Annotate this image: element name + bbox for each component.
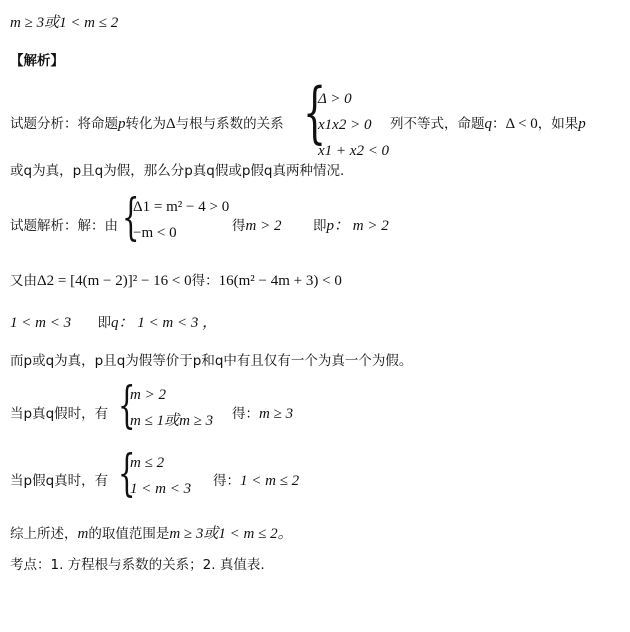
analysis-q: q <box>484 116 492 132</box>
solution-system-row: −m < 0 <box>133 225 177 241</box>
case1-system-row: m ≤ 1或m ≥ 3 <box>130 413 214 429</box>
solution-p: p <box>326 218 334 234</box>
solution-de: 得 <box>232 218 246 234</box>
conclusion-res: m ≥ 3或1 < m ≤ 2。 <box>169 526 293 542</box>
case2-de: 得： <box>213 473 240 489</box>
section-label: 【解析】 <box>10 53 64 69</box>
solution-brace: { <box>122 188 140 246</box>
analysis-mid: 转化为 <box>125 116 166 132</box>
delta2-expr2: 16(m² − 4m + 3) < 0 <box>218 273 342 289</box>
analysis-q-cond: Δ < 0 <box>505 116 538 132</box>
kaodian-line: 考点：1. 方程根与系数的关系；2. 真值表. <box>10 557 265 573</box>
analysis-p: p <box>118 116 126 132</box>
conclusion-prefix: 综上所述， <box>10 526 78 542</box>
analysis-after <box>390 115 586 133</box>
analysis-delta: Δ <box>166 116 176 132</box>
analysis-suffix: 与根与系数的关系 <box>175 116 284 132</box>
analysis-prefix: 试题分析：将命题 <box>10 116 118 132</box>
solution-p-line <box>313 217 389 235</box>
solution-res: m > 2 <box>245 218 282 234</box>
answer-line: m ≥ 3或1 < m ≤ 2 <box>10 15 119 31</box>
analysis-colon: ： <box>492 116 506 132</box>
case2-system <box>130 454 191 506</box>
solution-system-row: Δ1 = m² − 4 > 0 <box>133 199 230 215</box>
case2-result <box>213 472 299 490</box>
case1-system <box>130 386 213 438</box>
equiv-line: 而p或q为真，p且q为假等价于p和q中有且仅有一个为真一个为假。 <box>10 353 413 369</box>
delta2-prefix: 又由 <box>10 273 37 289</box>
range-res: ： 1 < m < 3 ， <box>118 315 218 331</box>
analysis-line1 <box>10 115 284 133</box>
delta2-line <box>10 272 342 290</box>
solution-result <box>232 217 281 235</box>
range-expr: 1 < m < 3 <box>10 315 72 331</box>
solution-p-res: ： m > 2 <box>334 218 389 234</box>
case2-brace: { <box>118 444 136 502</box>
case1-brace: { <box>118 376 136 434</box>
range-q: q <box>111 315 119 331</box>
analysis-p2: p <box>578 116 586 132</box>
conclusion-m: m <box>77 526 89 542</box>
analysis-brace: { <box>303 74 327 151</box>
case2-system-row: 1 < m < 3 <box>130 481 192 497</box>
conclusion-line <box>10 525 293 543</box>
case2-system-row: m ≤ 2 <box>130 455 165 471</box>
range-ji: 即 <box>97 315 112 331</box>
range-line <box>10 314 217 332</box>
analysis-system-row: x1 + x2 < 0 <box>318 143 390 159</box>
analysis-system <box>318 90 389 168</box>
analysis-after-text: 列不等式，命题 <box>390 116 485 132</box>
solution-ji: 即 <box>313 218 327 234</box>
case1-label: 当p真q假时，有 <box>10 406 109 422</box>
conclusion-mid: 的取值范围是 <box>88 526 170 542</box>
case1-result <box>232 405 293 423</box>
solution-label: 试题解析：解：由 <box>10 218 118 234</box>
case2-res: 1 < m ≤ 2 <box>240 473 300 489</box>
delta2-de: 得： <box>191 273 219 289</box>
analysis-line2: 或q为真，p且q为假，那么分p真q假或p假q真两种情况. <box>10 163 345 179</box>
case2-label: 当p假q真时，有 <box>10 473 109 489</box>
case1-system-row: m > 2 <box>130 387 166 403</box>
analysis-tail: ，如果 <box>537 116 579 132</box>
analysis-system-row: x1x2 > 0 <box>318 117 372 133</box>
analysis-system-row: Δ > 0 <box>318 91 352 107</box>
solution-system <box>133 198 229 250</box>
case1-de: 得： <box>232 406 259 422</box>
case1-res: m ≥ 3 <box>259 406 294 422</box>
delta2-expr: Δ2 = [4(m − 2)]² − 16 < 0 <box>37 273 192 289</box>
